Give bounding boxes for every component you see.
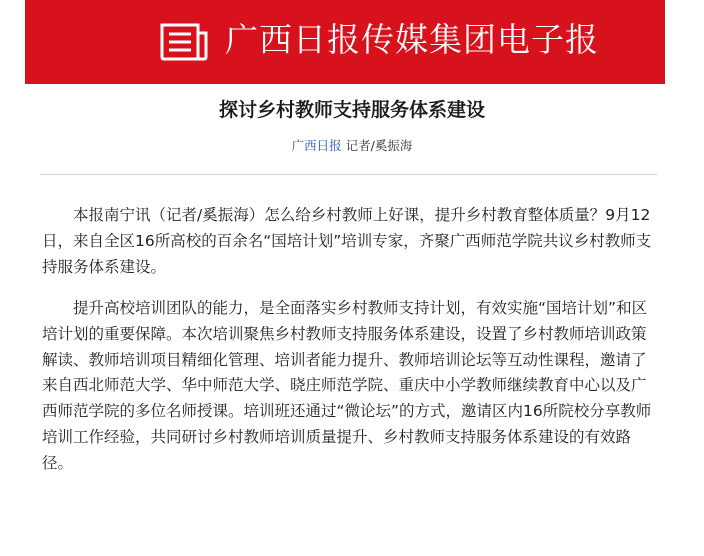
article-paragraph-2: 提升高校培训团队的能力，是全面落实乡村教师支持计划，有效实施“国培计划”和区培计划的重要保障。本次培训聚焦乡村教师支持服务体系建设，设置了乡村教师培训政策解读、教师培训项目精细化管理、培训者能力提升、教师培训论坛等互动性课程，邀请了来自西北师范大学、华中师范大学、晓庄师范学院、重庆中小学教师继续教育中心以及广西师范学院的多位名师授课。培训班还通过“微论坛”的方式，邀请区内16所院校分享教师培训工作经验，共同研讨乡村教师培训质量提升、乡村教师支持服务体系建设的有效路径。 [42, 299, 652, 472]
article-title: 探讨乡村教师支持服务体系建设 [218, 99, 485, 121]
source-link[interactable]: 广西日报 [291, 138, 342, 153]
masthead-banner [25, 0, 665, 84]
author-text: 记者/奚振海 [345, 138, 413, 153]
newspaper-icon [158, 19, 212, 65]
brand-title[interactable]: 广西日报传媒集团电子报 [225, 20, 599, 59]
divider [40, 174, 657, 175]
byline [0, 136, 704, 154]
article-paragraph-1: 本报南宁讯（记者/奚振海）怎么给乡村教师上好课，提升乡村教育整体质量？9月12日，来自全区16所高校的百余名“国培计划”培训专家，齐聚广西师范学院共议乡村教师支持服务体系建设。 [42, 206, 652, 276]
